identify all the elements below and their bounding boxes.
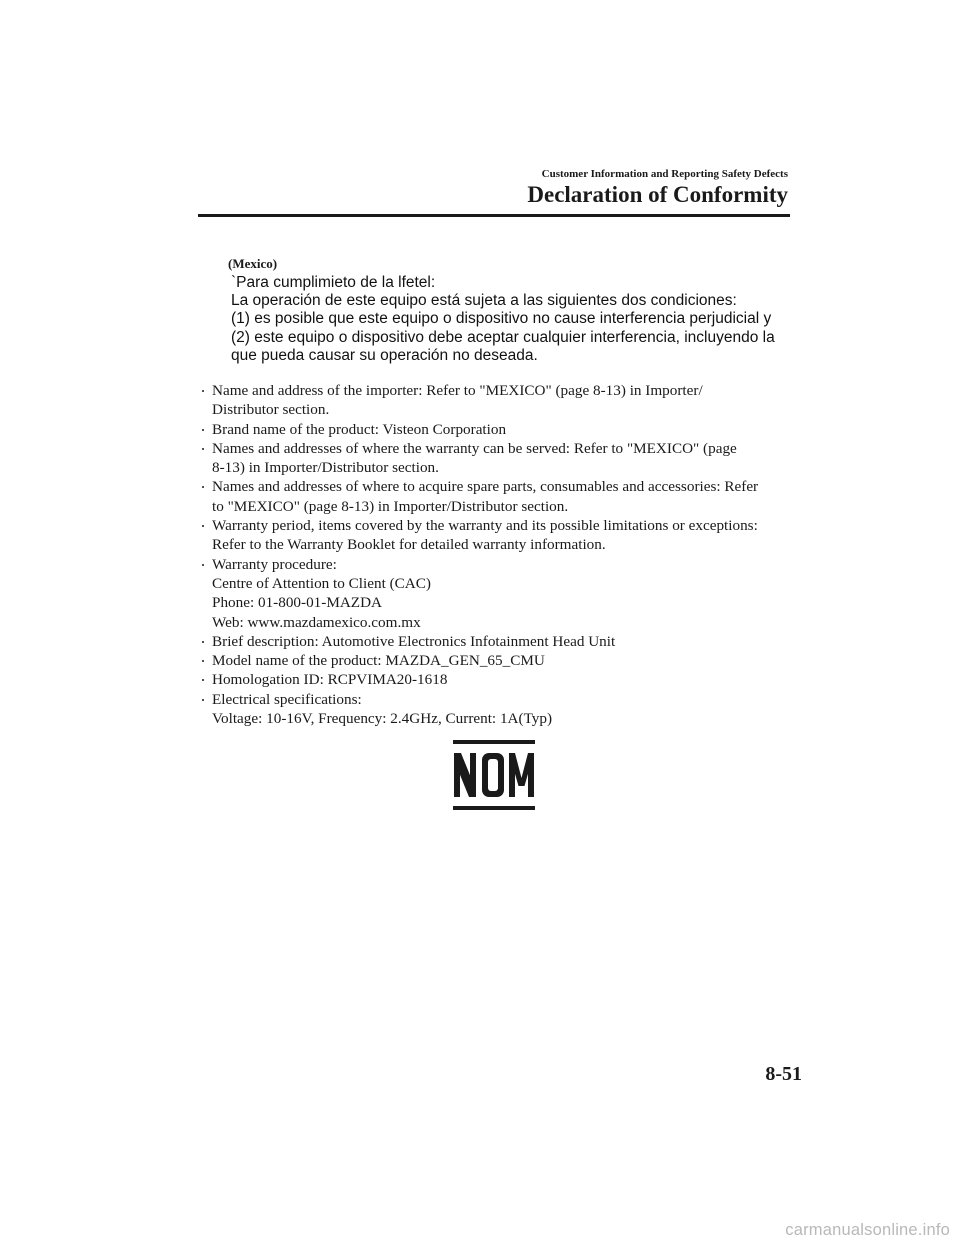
watermark: carmanualsonline.info — [785, 1221, 950, 1239]
item-line: 8-13) in Importer/Distributor section. — [212, 459, 439, 477]
notice-line: que pueda causar su operación no deseada. — [231, 346, 538, 364]
item-line: Web: www.mazdamexico.com.mx — [212, 613, 421, 631]
notice-line: (1) es posible que este equipo o dispositivo no cause interferencia perjudicial y — [231, 310, 772, 328]
list-item-warranty-procedure — [198, 555, 798, 632]
list-item-description — [198, 632, 798, 651]
list-item-importer — [198, 381, 798, 420]
section-header: Customer Information and Reporting Safety Defects — [541, 168, 788, 180]
item-line: Phone: 01-800-01-MAZDA — [212, 594, 382, 612]
item-line: Homologation ID: RCPVIMA20-1618 — [212, 671, 448, 689]
header-rule — [198, 214, 790, 217]
item-line: Distributor section. — [212, 401, 330, 419]
list-item-brand — [198, 420, 798, 439]
list-item-warranty-service — [198, 439, 798, 478]
item-line: Refer to the Warranty Booklet for detailed warranty information. — [212, 536, 606, 554]
notice-line: La operación de este equipo está sujeta a las siguientes dos condiciones: — [231, 292, 737, 310]
list-item-homologation — [198, 670, 798, 689]
page-number: 8-51 — [765, 1063, 802, 1085]
item-line: Electrical specifications: — [212, 690, 362, 708]
region-label: (Mexico) — [228, 256, 278, 271]
nom-logo — [453, 740, 535, 810]
item-line: Name and address of the importer: Refer to "MEXICO" (page 8-13) in Importer/ — [212, 382, 703, 399]
notice-line: (2) este equipo o dispositivo debe aceptar cualquier interferencia, incluyendo la — [231, 328, 775, 346]
item-line: Warranty procedure: — [212, 555, 337, 573]
spanish-notice — [231, 274, 775, 365]
item-line: Names and addresses of where to acquire spare parts, consumables and accessories: Refer — [212, 478, 759, 496]
list-item-spare-parts — [198, 477, 798, 516]
item-line: Brief description: Automotive Electronics Infotainment Head Unit — [212, 632, 616, 650]
item-line: Model name of the product: MAZDA_GEN_65_CMU — [212, 652, 545, 670]
list-item-electrical — [198, 690, 798, 729]
item-line: Warranty period, items covered by the warranty and its possible limitations or exceptions: — [212, 517, 758, 535]
item-line: Names and addresses of where the warranty can be served: Refer to "MEXICO" (page — [212, 439, 737, 457]
conformity-list — [198, 381, 798, 728]
item-line: Brand name of the product: Visteon Corporation — [212, 420, 507, 438]
notice-line: `Para cumplimieto de la lfetel: — [231, 274, 436, 291]
list-item-model-name — [198, 651, 798, 670]
item-line: Voltage: 10-16V, Frequency: 2.4GHz, Current: 1A(Typ) — [212, 710, 553, 728]
page-title: Declaration of Conformity — [527, 182, 788, 207]
list-item-warranty-period — [198, 516, 798, 555]
item-line: Centre of Attention to Client (CAC) — [212, 574, 431, 592]
item-line: to "MEXICO" (page 8-13) in Importer/Distributor section. — [212, 497, 569, 515]
